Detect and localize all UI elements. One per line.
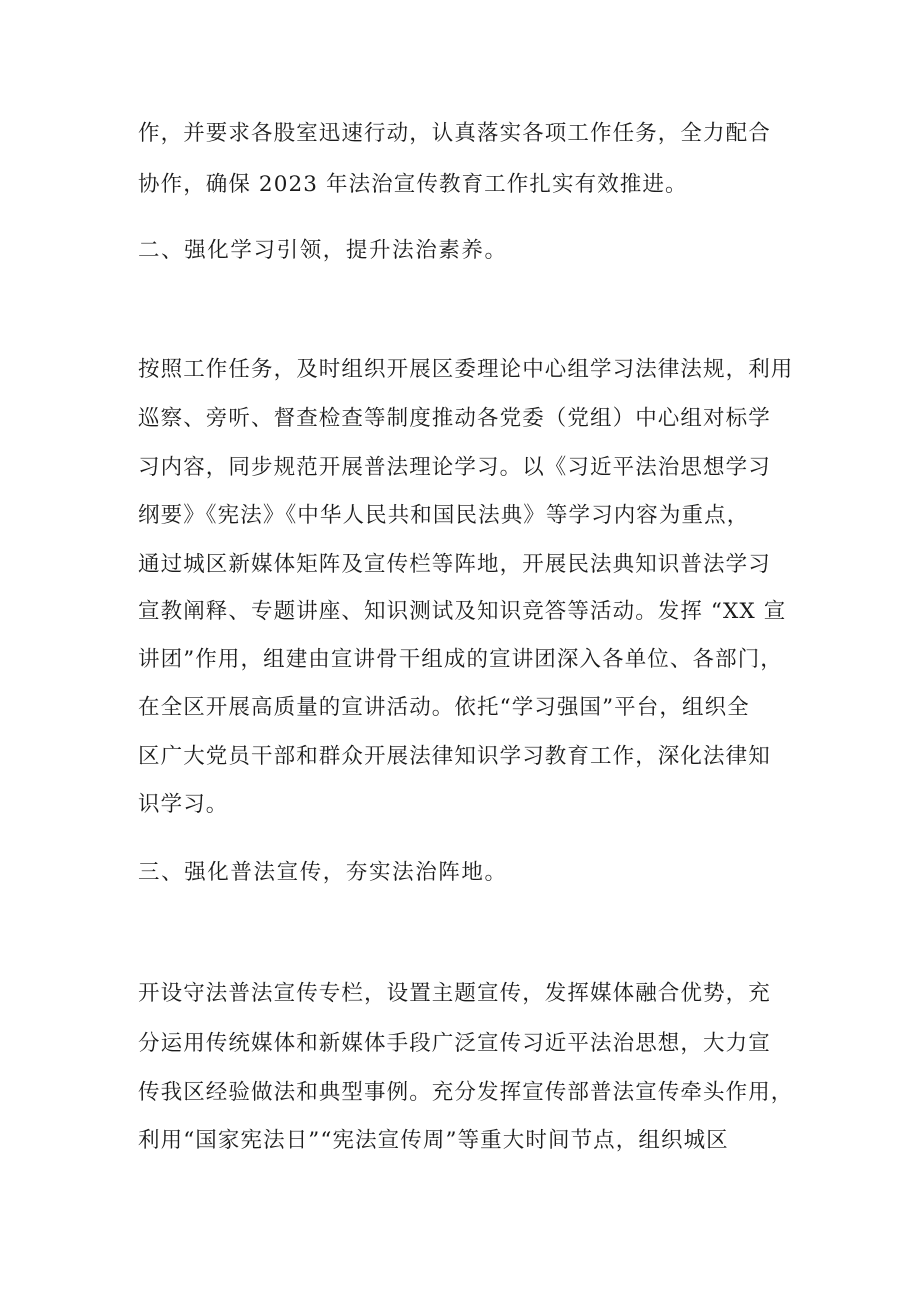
paragraph-line: 按照工作任务，及时组织开展区委理论中心组学习法律法规，利用 bbox=[138, 357, 794, 382]
paragraph-line: 作，并要求各股室迅速行动，认真落实各项工作任务，全力配合 bbox=[138, 121, 771, 146]
paragraph-line: 协作，确保 2023 年法治宣传教育工作扎实有效推进。 bbox=[138, 172, 688, 197]
paragraph-line: 开设守法普法宣传专栏，设置主题宣传，发挥媒体融合优势，充 bbox=[138, 981, 771, 1006]
section-heading-3: 三、强化普法宣传，夯实法治阵地。 bbox=[138, 860, 508, 885]
paragraph-line: 在全区开展高质量的宣讲活动。依托“学习强国”平台，组织全 bbox=[138, 695, 750, 720]
paragraph-line: 纲要》《宪法》《中华人民共和国民法典》等学习内容为重点， bbox=[138, 503, 750, 528]
paragraph-line: 讲团”作用，组建由宣讲骨干组成的宣讲团深入各单位、各部门， bbox=[138, 647, 783, 672]
paragraph-line: 宣教阐释、专题讲座、知识测试及知识竞答等活动。发挥 “XX 宣 bbox=[138, 599, 787, 624]
paragraph-line: 传我区经验做法和典型事例。充分发挥宣传部普法宣传牵头作用， bbox=[138, 1080, 794, 1105]
paragraph-line: 通过城区新媒体矩阵及宣传栏等阵地，开展民法典知识普法学习 bbox=[138, 552, 771, 577]
section-heading-2: 二、强化学习引领，提升法治素养。 bbox=[138, 238, 508, 263]
paragraph-line: 识学习。 bbox=[138, 792, 229, 817]
paragraph-line: 巡察、旁听、督查检查等制度推动各党委（党组）中心组对标学 bbox=[138, 406, 771, 431]
paragraph-line: 利用“国家宪法日”“宪法宣传周”等重大时间节点，组织城区 bbox=[138, 1128, 729, 1153]
paragraph-line: 区广大党员干部和群众开展法律知识学习教育工作，深化法律知 bbox=[138, 744, 771, 769]
paragraph-line: 分运用传统媒体和新媒体手段广泛宣传习近平法治思想，大力宣 bbox=[138, 1031, 771, 1056]
paragraph-line: 习内容，同步规范开展普法理论学习。以《习近平法治思想学习 bbox=[138, 455, 771, 480]
